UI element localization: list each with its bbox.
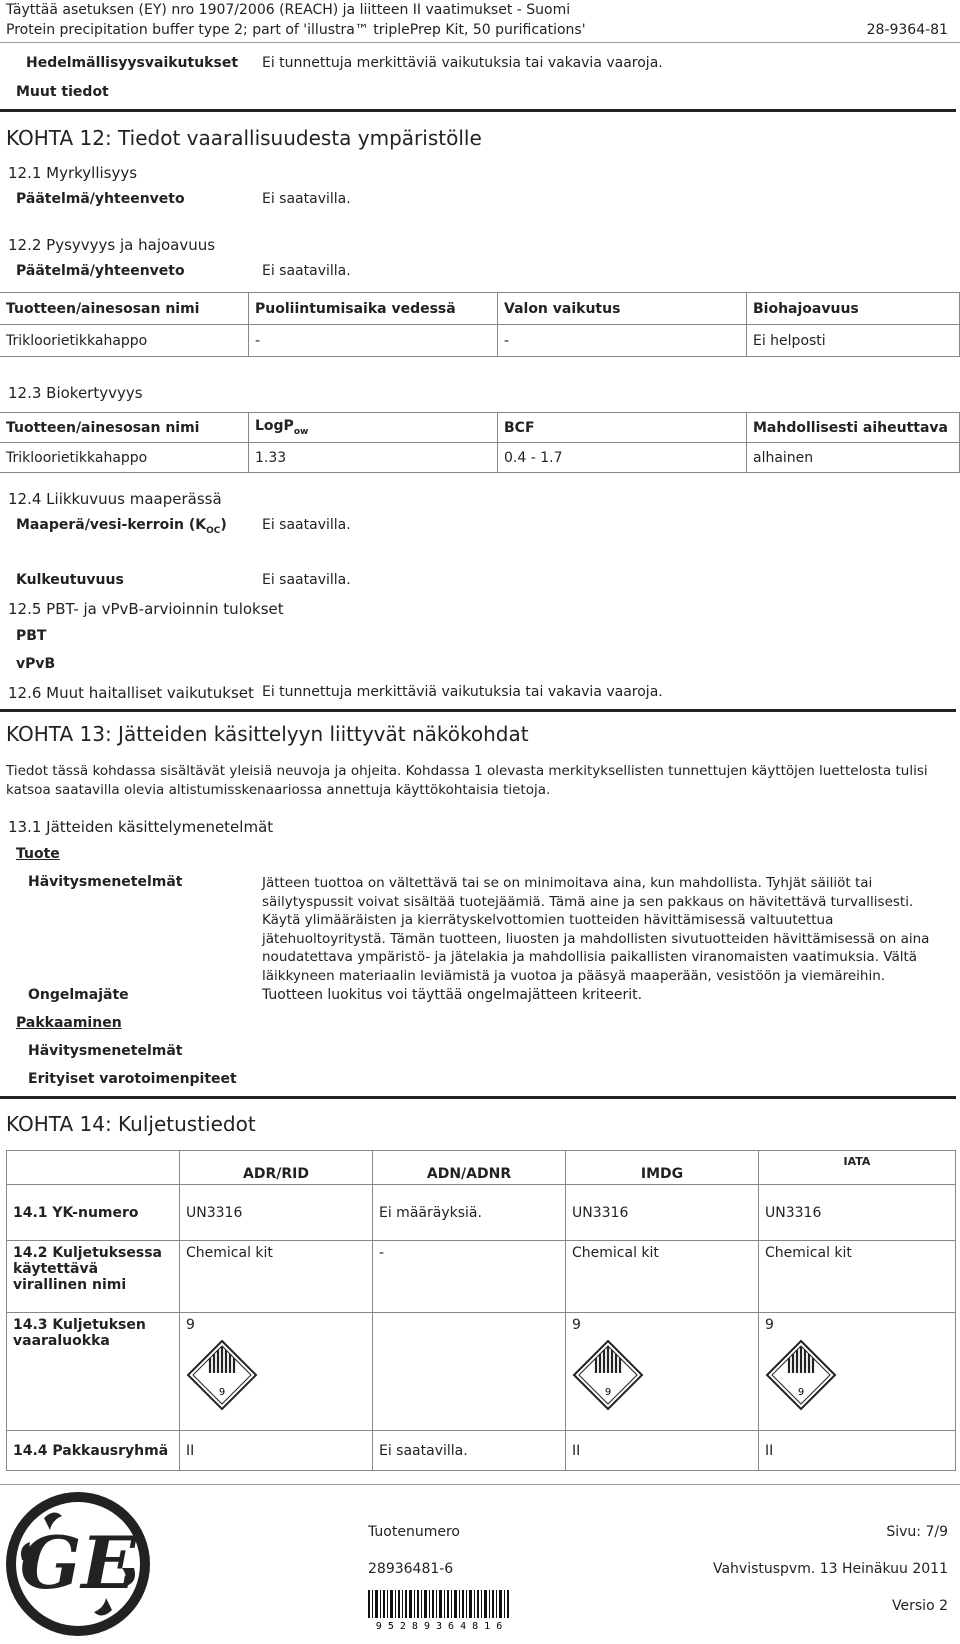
conclusion-label: Päätelmä/yhteenveto bbox=[16, 191, 185, 207]
table-cell: Chemical kit bbox=[180, 1241, 373, 1313]
header-product-code: 28-9364-81 bbox=[866, 22, 948, 38]
footer-divider bbox=[0, 1484, 960, 1485]
table-row bbox=[7, 1431, 956, 1471]
table-cell: II bbox=[759, 1431, 956, 1471]
hazard-class: 9 bbox=[572, 1317, 581, 1333]
table-header: IMDG bbox=[566, 1151, 759, 1185]
table-cell: Ei määräyksiä. bbox=[373, 1185, 566, 1241]
section-divider bbox=[0, 1096, 956, 1099]
table-header-row bbox=[7, 1151, 956, 1185]
class-9-hazard-diamond-icon bbox=[186, 1339, 258, 1411]
section-14-title: KOHTA 14: Kuljetustiedot bbox=[6, 1112, 256, 1136]
section-12-3-title: 12.3 Biokertyvyys bbox=[8, 384, 143, 402]
version: Versio 2 bbox=[892, 1598, 948, 1614]
table-cell: II bbox=[566, 1431, 759, 1471]
table-cell: - bbox=[249, 325, 498, 357]
koc-value: Ei saatavilla. bbox=[262, 517, 351, 533]
section-12-title: KOHTA 12: Tiedot vaarallisuudesta ympäristölle bbox=[6, 126, 482, 150]
table-cell: - bbox=[373, 1241, 566, 1313]
table-cell: II bbox=[180, 1431, 373, 1471]
product-number: 28936481-6 bbox=[368, 1561, 454, 1577]
table-header: IATA bbox=[759, 1151, 956, 1185]
header-product-name: Protein precipitation buffer type 2; part of 'illustra™ triplePrep Kit, 50 purifications' bbox=[6, 22, 586, 38]
hazard-class: 9 bbox=[186, 1317, 195, 1333]
section-12-5-title: 12.5 PBT- ja vPvB-arvioinnin tulokset bbox=[8, 600, 284, 618]
table-header: BCF bbox=[498, 413, 747, 443]
table-row bbox=[7, 1241, 956, 1313]
hazardous-waste-text: Tuotteen luokitus voi täyttää ongelmajätteen kriteerit. bbox=[262, 987, 643, 1003]
table-cell: 14.2 Kuljetuksessa käytettävä virallinen nimi bbox=[7, 1241, 180, 1313]
table-cell: UN3316 bbox=[759, 1185, 956, 1241]
hazard-class: 9 bbox=[765, 1317, 774, 1333]
table-row bbox=[7, 1313, 956, 1431]
validation-date: Vahvistuspvm. 13 Heinäkuu 2011 bbox=[712, 1561, 948, 1577]
logp-label: LogP bbox=[255, 418, 294, 435]
table-header: Biohajoavuus bbox=[747, 293, 960, 325]
disposal-label: Hävitysmenetelmät bbox=[28, 874, 183, 890]
class-9-hazard-diamond-icon bbox=[765, 1339, 837, 1411]
table-header: Puoliintumisaika vedessä bbox=[249, 293, 498, 325]
mobility-label: Kulkeutuvuus bbox=[16, 572, 124, 588]
page-number: Sivu: 7/9 bbox=[886, 1524, 948, 1540]
section-divider bbox=[0, 109, 956, 112]
logp-subscript: ow bbox=[293, 426, 309, 437]
table-cell bbox=[759, 1313, 956, 1431]
diamond-number: 9 bbox=[218, 1387, 226, 1398]
conclusion-value: Ei saatavilla. bbox=[262, 191, 351, 207]
table-cell: 14.1 YK-numero bbox=[7, 1185, 180, 1241]
table-cell: Chemical kit bbox=[759, 1241, 956, 1313]
table-row bbox=[7, 1185, 956, 1241]
table-header: Tuotteen/ainesosan nimi bbox=[0, 293, 249, 325]
table-cell bbox=[566, 1313, 759, 1431]
fertility-value: Ei tunnettuja merkittäviä vaikutuksia tai vakavia vaaroja. bbox=[262, 55, 663, 71]
special-precautions-label: Erityiset varotoimenpiteet bbox=[28, 1071, 237, 1087]
table-header-row bbox=[0, 413, 960, 443]
hazardous-waste-label: Ongelmajäte bbox=[28, 987, 129, 1003]
table-cell: UN3316 bbox=[566, 1185, 759, 1241]
section-12-1-title: 12.1 Myrkyllisyys bbox=[8, 164, 138, 182]
koc-label-text: Maaperä/vesi-kerroin (K bbox=[16, 517, 207, 533]
table-row bbox=[0, 443, 960, 473]
table-cell: Trikloorietikkahappo bbox=[0, 443, 249, 473]
barcode-digits: 9 5 2 8 9 3 6 4 8 1 6 bbox=[375, 1621, 503, 1630]
class-9-hazard-diamond-icon bbox=[572, 1339, 644, 1411]
table-cell bbox=[180, 1313, 373, 1431]
table-cell: alhainen bbox=[747, 443, 960, 473]
table-header: ADN/ADNR bbox=[373, 1151, 566, 1185]
table-cell: - bbox=[498, 325, 747, 357]
ge-logo-icon bbox=[4, 1490, 152, 1638]
fertility-label: Hedelmällisyysvaikutukset bbox=[26, 55, 239, 71]
product-number-label: Tuotenumero bbox=[368, 1524, 460, 1540]
table-header-row bbox=[0, 293, 960, 325]
table-cell: 14.4 Pakkausryhmä bbox=[7, 1431, 180, 1471]
table-header bbox=[249, 413, 498, 443]
section-13-intro: Tiedot tässä kohdassa sisältävät yleisiä neuvoja ja ohjeita. Kohdassa 1 olevasta merkityksellisten tunnettujen käyttöjen luettelosta tulisi katsoa saatavilla olevia altistumisskenaariossa annettuja käyttökohtaisia tietoja. bbox=[6, 763, 928, 798]
table-cell: 0.4 - 1.7 bbox=[498, 443, 747, 473]
packaging-heading: Pakkaaminen bbox=[16, 1015, 122, 1031]
table-cell: 1.33 bbox=[249, 443, 498, 473]
pbt-label: PBT bbox=[16, 628, 47, 644]
table-header: Valon vaikutus bbox=[498, 293, 747, 325]
table-cell: UN3316 bbox=[180, 1185, 373, 1241]
conclusion-label: Päätelmä/yhteenveto bbox=[16, 263, 185, 279]
other-effects-value: Ei tunnettuja merkittäviä vaikutuksia tai vakavia vaaroja. bbox=[262, 684, 663, 700]
table-header: Mahdollisesti aiheuttava bbox=[747, 413, 960, 443]
koc-label-end: ) bbox=[220, 517, 227, 533]
transport-table bbox=[6, 1150, 956, 1471]
header-regulation: Täyttää asetuksen (EY) nro 1907/2006 (REACH) ja liitteen II vaatimukset - Suomi bbox=[6, 2, 571, 18]
koc-subscript: OC bbox=[206, 525, 221, 536]
mobility-value: Ei saatavilla. bbox=[262, 572, 351, 588]
svg-text:GE: GE bbox=[19, 1520, 137, 1605]
table-cell: Trikloorietikkahappo bbox=[0, 325, 249, 357]
section-13-title: KOHTA 13: Jätteiden käsittelyyn liittyvät näkökohdat bbox=[6, 722, 529, 746]
section-12-2-title: 12.2 Pysyvyys ja hajoavuus bbox=[8, 236, 216, 254]
section-divider bbox=[0, 709, 956, 712]
table-header: ADR/RID bbox=[180, 1151, 373, 1185]
section-12-6-title: 12.6 Muut haitalliset vaikutukset bbox=[8, 684, 254, 702]
bioaccumulation-table bbox=[0, 412, 960, 473]
conclusion-value: Ei saatavilla. bbox=[262, 263, 351, 279]
disposal-text: Jätteen tuottoa on vältettävä tai se on minimoitava aina, kun mahdollista. Tyhjät säiliöt tai säilytyspussit voivat sisältää tuotejäämiä. Tämä aine ja sen pakkaus on hävitettävä turvallisesti. Käytä ylimääräisten ja kierrätyskelvottomien tuotteiden hävittämisessä valtuutettua jätehuoltoyritystä. Tämän tuotteen, liuosten ja mahdollisten sivutuotteiden hävittämisessä on aina noudatettava ympäristö- ja jätelakia ja mahdollisia paikallisten viranomaisten vaatimuksia. Vältä läikkyneen materiaalin leviämistä ja vuotoa ja pääsyä maaperään, vesistöön ja viemäreihin. bbox=[262, 875, 930, 984]
table-cell: Ei helposti bbox=[747, 325, 960, 357]
table-header bbox=[7, 1151, 180, 1185]
header-divider bbox=[0, 42, 960, 43]
section-13-1-title: 13.1 Jätteiden käsittelymenetelmät bbox=[8, 818, 274, 836]
koc-label bbox=[16, 517, 227, 536]
other-info-label: Muut tiedot bbox=[16, 84, 109, 100]
packaging-disposal-label: Hävitysmenetelmät bbox=[28, 1043, 183, 1059]
table-header: Tuotteen/ainesosan nimi bbox=[0, 413, 249, 443]
table-cell: Chemical kit bbox=[566, 1241, 759, 1313]
table-cell: Ei saatavilla. bbox=[373, 1431, 566, 1471]
table-row bbox=[0, 325, 960, 357]
section-12-4-title: 12.4 Liikkuvuus maaperässä bbox=[8, 490, 222, 508]
table-cell: 14.3 Kuljetuksen vaaraluokka bbox=[7, 1313, 180, 1431]
barcode-icon bbox=[368, 1590, 510, 1630]
table-cell bbox=[373, 1313, 566, 1431]
persistence-table bbox=[0, 292, 960, 357]
product-heading: Tuote bbox=[16, 846, 60, 862]
diamond-number: 9 bbox=[604, 1387, 612, 1398]
vpvb-label: vPvB bbox=[16, 656, 56, 672]
diamond-number: 9 bbox=[797, 1387, 805, 1398]
